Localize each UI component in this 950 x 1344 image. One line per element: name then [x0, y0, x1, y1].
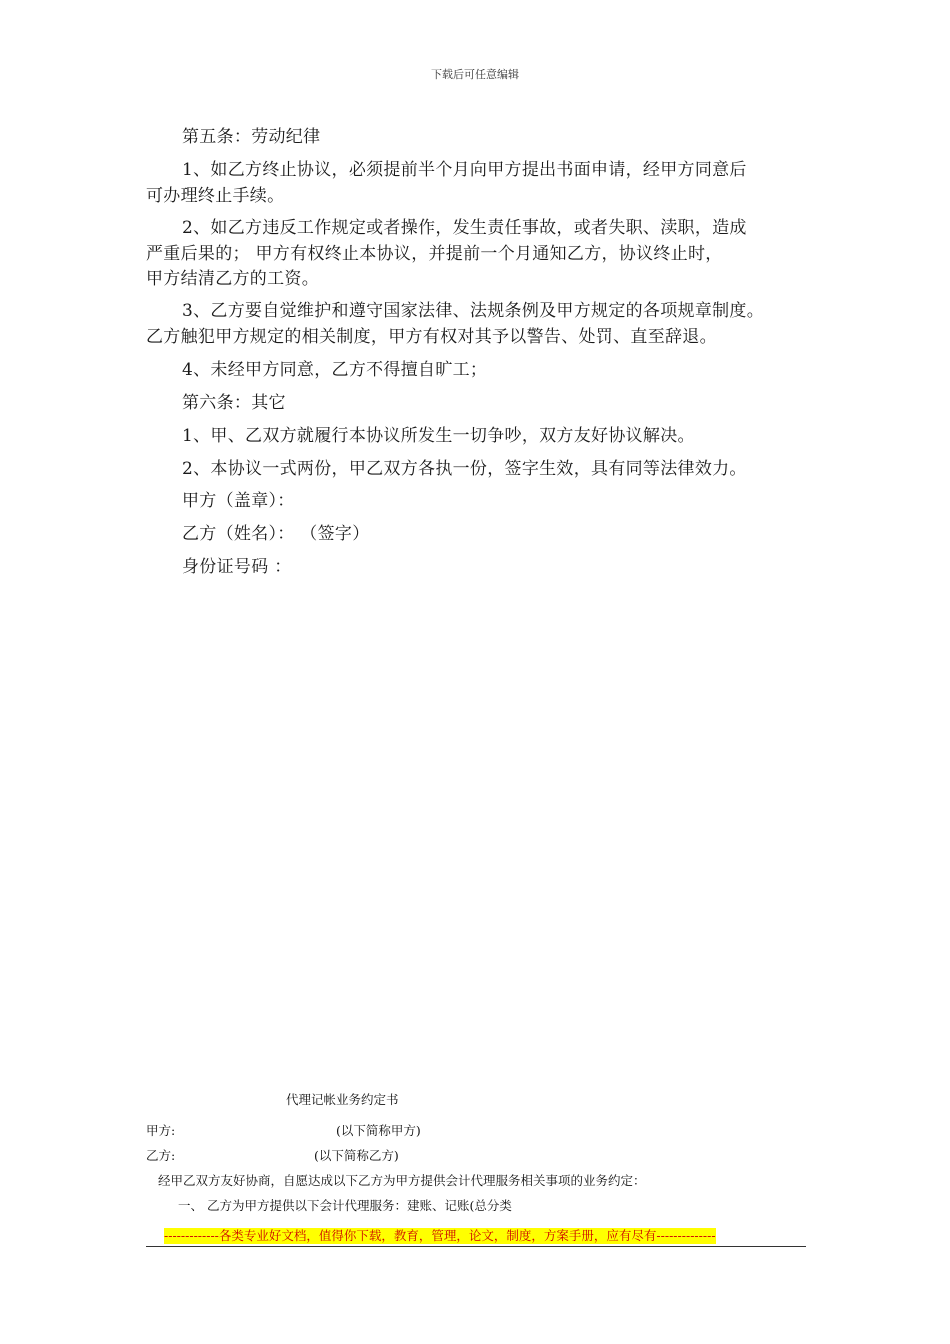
signature-party-b: 乙方（姓名）： （签字） — [182, 524, 370, 544]
clause-5-2-line2: 严重后果的； 甲方有权终止本协议，并提前一个月通知乙方，协议终止时， — [146, 244, 723, 264]
clause-5-2-line3: 甲方结清乙方的工资。 — [146, 269, 319, 289]
footer-divider — [146, 1246, 806, 1247]
page-header: 下载后可任意编辑 — [431, 68, 519, 81]
clause-6-2: 2、本协议一式两份，甲乙双方各执一份，签字生效，具有同等法律效力。 — [182, 459, 747, 479]
clause-5-2-line1: 2、如乙方违反工作规定或者操作，发生责任事故，或者失职、渎职，造成 — [182, 218, 747, 238]
article-5-title: 第五条：劳动纪律 — [182, 127, 321, 147]
clause-5-1-line1: 1、如乙方终止协议，必须提前半个月向甲方提出书面申请，经甲方同意后 — [182, 160, 747, 180]
signature-party-a: 甲方（盖章）： — [182, 491, 295, 511]
party-a-note: (以下简称甲方) — [336, 1123, 421, 1138]
second-doc-title: 代理记帐业务约定书 — [286, 1092, 399, 1107]
party-b-note: (以下简称乙方) — [314, 1148, 399, 1163]
footer-banner: -------------各类专业好文档，值得你下载，教育，管理，论文，制度，方案手册，应有尽有-------------- — [164, 1228, 716, 1243]
clause-5-3-line2: 乙方触犯甲方规定的相关制度，甲方有权对其予以警告、处罚、直至辞退。 — [146, 327, 717, 347]
clause-5-4: 4、未经甲方同意，乙方不得擅自旷工； — [182, 360, 488, 380]
id-number-field: 身份证号码 ： — [182, 557, 292, 577]
clause-5-3-line1: 3、乙方要自觉维护和遵守国家法律、法规条例及甲方规定的各项规章制度。 — [182, 301, 765, 321]
party-a-label: 甲方: — [146, 1123, 176, 1138]
second-doc-item-1: 一、 乙方为甲方提供以下会计代理服务：建账、记账(总分类 — [178, 1198, 512, 1213]
clause-6-1: 1、甲、乙双方就履行本协议所发生一切争吵，双方友好协议解决。 — [182, 426, 695, 446]
second-doc-intro: 经甲乙双方友好协商，自愿达成以下乙方为甲方提供会计代理服务相关事项的业务约定： — [158, 1173, 646, 1188]
article-6-title: 第六条：其它 — [182, 393, 286, 413]
clause-5-1-line2: 可办理终止手续。 — [146, 186, 285, 206]
party-b-label: 乙方: — [146, 1148, 176, 1163]
